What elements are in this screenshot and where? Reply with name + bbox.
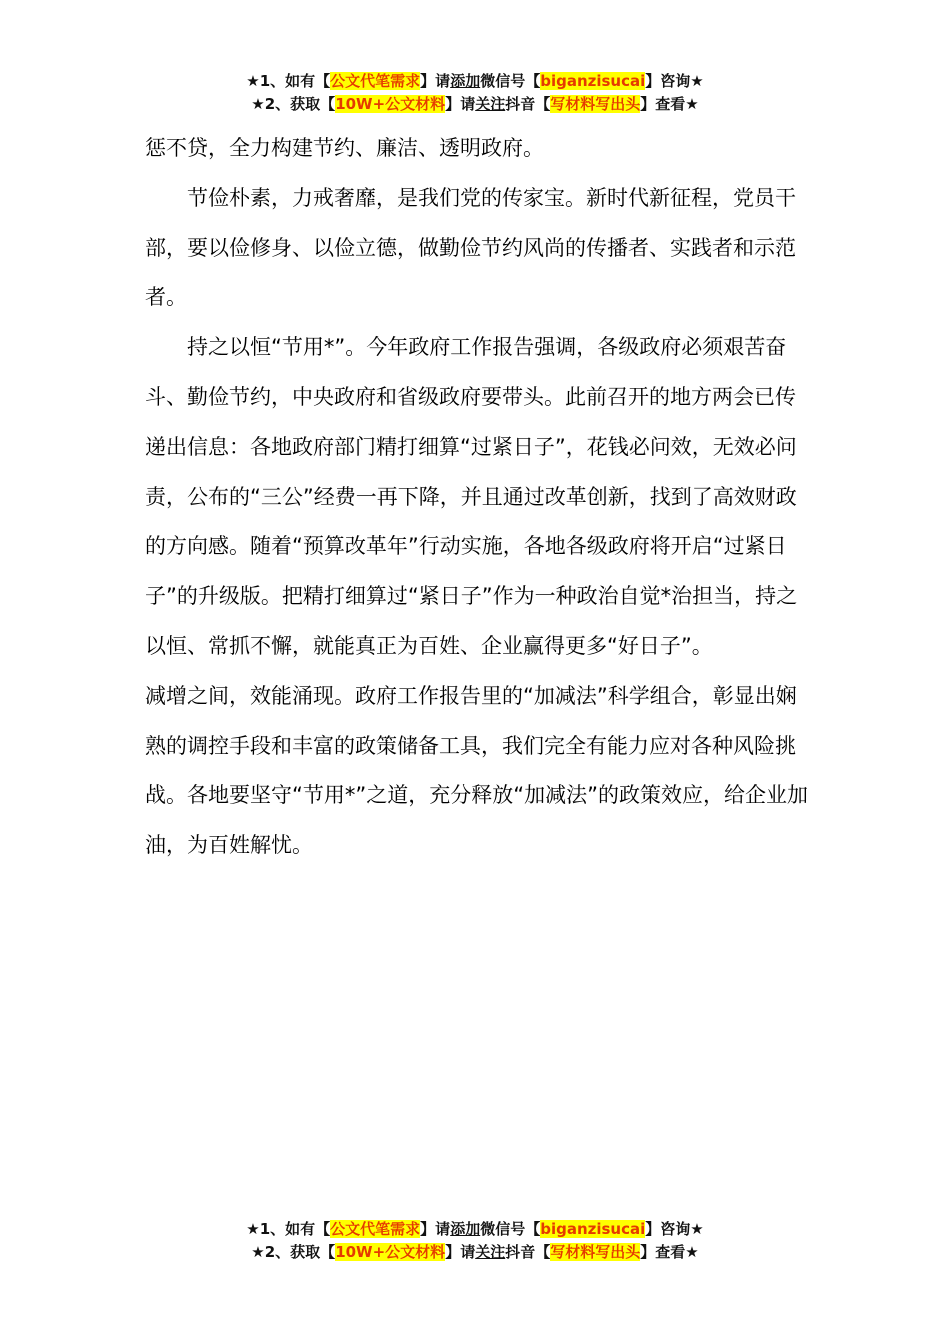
highlight-service: 公文代笔需求 (330, 72, 421, 90)
paragraph-3: 持之以恒“节用*”。今年政府工作报告强调，各级政府必须艰苦奋斗、勤俭节约，中央政府和省级政府要带头。此前召开的地方两会已传递出信息：各地政府部门精打细算“过紧日子”，花钱必问效，无效必问责，公布的“三公”经费一再下降，并且通过改革创新，找到了高效财政的方向感。随着“预算改革年”行动实施，各地各级政府将开启“过紧日子”的升级版。把精打细算过“紧日子”作为一种政治自觉*治担当，持之以恒、常抓不懈，就能真正为百姓、企业赢得更多“好日子”。 (145, 335, 798, 658)
highlight-douyin-account: 写材料写出头 (550, 95, 641, 113)
highlight-materials: 10W+公文材料 (335, 1243, 446, 1261)
highlight-wechat-id: biganzisucai (540, 1220, 646, 1238)
banner-line-2: ★2、获取【10W+公文材料】请关注抖音【写材料写出头】查看★ (251, 95, 699, 113)
document-body (145, 124, 810, 871)
banner-line-1: ★1、如有【公文代笔需求】请添加微信号【biganzisucai】咨询★ (246, 72, 704, 90)
paragraph-4: 减增之间，效能涌现。政府工作报告里的“加减法”科学组合，彰显出娴熟的调控手段和丰富的政策储备工具，我们完全有能力应对各种风险挑战。各地要坚守“节用*”之道，充分释放“加减法”的政策效应，给企业加油，为百姓解忧。 (145, 683, 809, 858)
highlight-service: 公文代笔需求 (330, 1220, 421, 1238)
banner-line-2: ★2、获取【10W+公文材料】请关注抖音【写材料写出头】查看★ (251, 1243, 699, 1261)
highlight-douyin-account: 写材料写出头 (550, 1243, 641, 1261)
paragraph-1: 惩不贷，全力构建节约、廉洁、透明政府。 (145, 136, 544, 160)
banner-line-1: ★1、如有【公文代笔需求】请添加微信号【biganzisucai】咨询★ (246, 1220, 704, 1238)
header-banner (0, 70, 950, 116)
highlight-wechat-id: biganzisucai (540, 72, 646, 90)
footer-banner (0, 1218, 950, 1264)
paragraph-2: 节俭朴素，力戒奢靡，是我们党的传家宝。新时代新征程，党员干部，要以俭修身、以俭立德，做勤俭节约风尚的传播者、实践者和示范者。 (145, 185, 796, 310)
highlight-materials: 10W+公文材料 (335, 95, 446, 113)
